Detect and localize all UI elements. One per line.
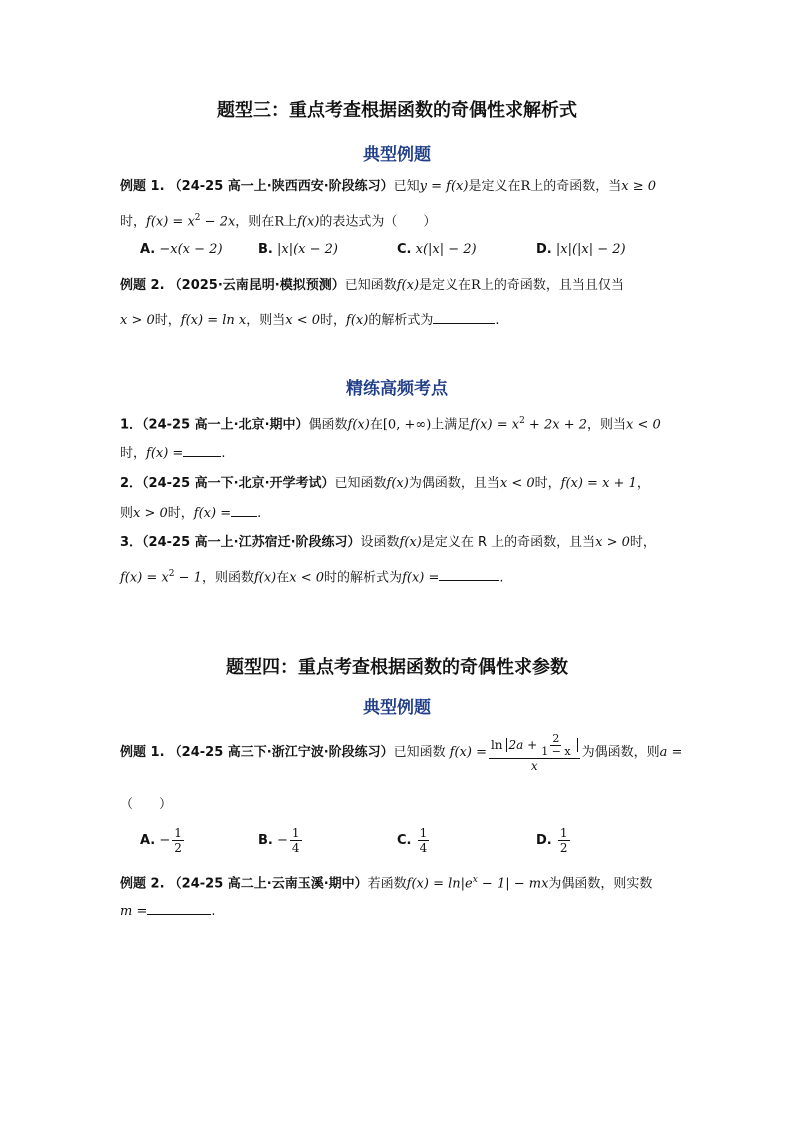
s3-p2-expr: f(x) = x + 1: [560, 476, 637, 491]
s3-ex1-line2: 时，$f(x) = x^2 - 2x$，则在R上f(x)的表达式为（ ）: [120, 213, 437, 230]
option-key: A.: [140, 833, 156, 848]
option-denominator: 2: [559, 841, 568, 855]
answer-blank[interactable]: [231, 503, 257, 517]
inner-numerator: 2: [552, 732, 560, 745]
s3-p3-text: 时的解析式为: [324, 570, 403, 586]
s3-ex1-option-b[interactable]: [258, 242, 338, 257]
option-key: B.: [258, 242, 273, 257]
s3-p1-line2: [120, 443, 225, 464]
section3-typical-heading: 典型例题: [363, 145, 431, 165]
option-sign: −: [159, 833, 171, 848]
s3-ex1-expr: y = f(x): [419, 179, 469, 194]
s4-ex1-option-a[interactable]: [140, 826, 186, 855]
s3-p3-line1: [120, 533, 656, 553]
s3-ex1-expr: − 2x: [200, 214, 236, 230]
option-denominator: 2: [174, 841, 182, 855]
s3-p1-text: 偶函数: [308, 417, 348, 433]
s3-ex2-line2: [120, 310, 499, 331]
s3-ex2-text: 时，: [154, 313, 181, 328]
option-key: C.: [397, 242, 412, 257]
s3-p2-line1: [120, 474, 650, 494]
s3-ex1-expr: f(x) = x: [146, 214, 195, 230]
option-expr: x(|x| − 2): [415, 242, 477, 257]
s3-p1-expr: f(x) =: [146, 446, 184, 461]
s3-p2-text: 时，: [534, 476, 561, 491]
s4-ex2-text: 若函数: [367, 876, 407, 892]
s3-p2-expr: f(x) =: [193, 506, 232, 521]
s3-p3-text: 设函数: [360, 535, 400, 550]
s4-ex2-line2: [120, 901, 216, 922]
option-key: B.: [258, 833, 273, 848]
abs-bars: [506, 732, 578, 758]
s3-p3-text: 时，: [629, 535, 656, 550]
s3-ex1-expr: f(x): [297, 214, 320, 230]
s3-p3-text: 在: [276, 570, 290, 586]
option-key: D.: [536, 833, 552, 848]
s3-ex2-expr: f(x) = ln x: [180, 313, 247, 328]
s3-ex2-line1: [120, 276, 624, 296]
s3-ex1-line1: [120, 177, 656, 197]
s3-p3-text: ，则函数: [201, 570, 254, 586]
section3-title: 题型三：重点考查根据函数的奇偶性求解析式: [217, 100, 577, 121]
s3-p2-text: 为偶函数，且当: [408, 476, 500, 491]
s3-p1-text: 在: [369, 417, 383, 433]
section3-practice-heading: 精练高频考点: [346, 379, 448, 399]
s3-p1-interval: [0, +∞): [382, 417, 432, 433]
s3-ex1-text: 的表达式为（ ）: [319, 214, 437, 230]
s3-p1-expr: f(x) = x: [470, 417, 520, 433]
s3-p1-end: .: [221, 446, 226, 461]
s3-ex2-label: 例题 2.: [120, 278, 165, 293]
option-expr: |x|(|x| − 2): [555, 242, 626, 257]
s4-ex2-line1: 例题 2. （24-25 高二上·云南玉溪·期中）若函数$f(x) = \ln|e^x - 1|$ − mx为偶函数，则实数: [120, 875, 653, 892]
fraction-denominator: x: [530, 759, 538, 773]
answer-blank[interactable]: [439, 567, 499, 581]
s3-p3-expr: f(x): [399, 535, 422, 550]
option-fraction: [418, 826, 430, 855]
s3-ex1-set: R: [274, 214, 285, 230]
s3-ex1-text: 已知: [393, 179, 420, 194]
option-denominator: 4: [419, 841, 428, 855]
s3-ex1-label: 例题 1.: [120, 179, 165, 194]
s4-ex1-text: 为偶函数，则: [581, 745, 660, 760]
s3-ex1-text: ，则在: [235, 214, 275, 230]
s3-p2-line2: [120, 503, 261, 524]
s4-ex2-label: 例题 2.: [120, 876, 165, 892]
option-fraction: [290, 826, 302, 855]
s3-p2-text: ，: [636, 476, 650, 491]
s3-p3-expr: f(x): [253, 570, 277, 586]
s3-ex1-text: 时，: [120, 214, 147, 230]
option-numerator: 1: [291, 826, 300, 840]
s4-ex2-text: 为偶函数，则实数: [548, 876, 653, 892]
s3-ex1-option-d[interactable]: [536, 242, 626, 257]
s3-p2-source: （24-25 高一下·北京·开学考试）: [142, 476, 335, 491]
s4-ex1-expr: f(x) =: [449, 745, 487, 760]
s4-ex1-var: a =: [659, 745, 683, 760]
option-expr: |x|(x − 2): [277, 242, 338, 257]
s4-ex2-var: m =: [120, 904, 148, 919]
option-numerator: 1: [419, 826, 428, 840]
section4-title: 题型四：重点考查根据函数的奇偶性求参数: [226, 657, 568, 678]
s3-ex1-option-c[interactable]: [397, 242, 477, 257]
s4-ex2-end: .: [211, 904, 216, 919]
s3-p1-text: 上满足: [431, 417, 471, 433]
s3-ex2-text: 时，: [320, 313, 347, 328]
s3-ex2-text: 已知函数: [344, 278, 397, 293]
s4-ex1-option-d[interactable]: [536, 826, 572, 855]
s3-p1-expr: + 2x + 2: [524, 417, 587, 433]
s4-ex1-option-c[interactable]: [397, 826, 431, 855]
s3-ex2-text: 上的奇函数，且当且仅当: [480, 278, 624, 293]
s3-ex1-cond: x ≥ 0: [621, 179, 657, 194]
s3-p3-label: 3．: [120, 535, 143, 550]
s3-p3-expr: f(x) =: [402, 570, 440, 586]
s3-ex2-expr: f(x): [346, 313, 369, 328]
s4-ex1-text: 已知函数: [393, 745, 446, 760]
s3-ex2-expr: f(x): [396, 278, 420, 293]
s4-ex2-expr: f(x) = ln|e: [406, 876, 473, 892]
s3-ex1-text: 是定义在: [468, 179, 521, 194]
s3-p1-cond: x < 0: [626, 417, 661, 433]
option-key: A.: [140, 242, 156, 257]
s3-p1-text: ，则当: [587, 417, 627, 433]
s4-ex2-expr: − 1| − mx: [477, 876, 549, 892]
option-key: D.: [536, 242, 552, 257]
s3-ex2-end: .: [495, 313, 500, 328]
s3-ex2-text: 是定义在: [419, 278, 472, 293]
s3-ex2-cond: x < 0: [285, 313, 321, 328]
s3-p1-line1: 1．（24-25 高一上·北京·期中）偶函数f(x)在[0, +∞)上满足$f(x) = x^2 + 2x + 2$，则当x < 0: [120, 416, 661, 433]
s3-p1-source: （24-25 高一上·北京·期中）: [142, 417, 309, 433]
s4-ex1-source: （24-25 高三下·浙江宁波·阶段练习）: [168, 745, 394, 760]
s3-p2-text: 时，: [167, 506, 194, 521]
ln-symbol: ln: [490, 738, 503, 752]
s4-ex2-source: （24-25 高二上·云南玉溪·期中）: [168, 876, 368, 892]
option-key: C.: [397, 833, 412, 848]
s3-p2-expr: f(x): [386, 476, 409, 491]
s3-ex1-text: 上: [284, 214, 298, 230]
inner-denominator: 1 − x: [541, 745, 571, 758]
s3-p3-expr: − 1: [174, 570, 202, 586]
inner-fraction: [539, 733, 572, 758]
option-sign: −: [277, 833, 288, 848]
s3-ex1-source: （24-25 高一上·陕西西安·阶段练习）: [168, 179, 394, 194]
s3-p3-end: .: [499, 570, 504, 586]
s3-ex2-set: R: [471, 278, 481, 293]
s3-p1-text: 时，: [120, 446, 147, 461]
option-numerator: 1: [559, 826, 568, 840]
s3-p2-cond: x < 0: [499, 476, 535, 491]
s3-ex1-text: 上的奇函数，当: [530, 179, 622, 194]
s3-p3-line2: $f(x) = x^2 - 1$，则函数f(x)在x < 0时的解析式为f(x) = .: [120, 569, 504, 586]
s3-ex2-cond: x > 0: [120, 313, 155, 328]
s4-ex1-label: 例题 1.: [120, 745, 165, 760]
s3-p2-text: 则: [120, 506, 134, 521]
option-denominator: 4: [291, 841, 300, 855]
s3-p2-text: 已知函数: [334, 476, 387, 491]
s4-ex1-option-b[interactable]: [258, 826, 304, 855]
s3-ex2-text: ，则当: [246, 313, 286, 328]
section4-typical-heading: 典型例题: [363, 698, 431, 718]
s3-p1-expr: f(x): [347, 417, 370, 433]
s3-p3-text: 是定义在 R 上的奇函数，且当: [421, 535, 596, 550]
answer-blank[interactable]: [147, 901, 211, 915]
s3-p1-label: 1．: [120, 417, 143, 433]
answer-blank[interactable]: [433, 310, 495, 324]
s4-ex1-paren: （ ）: [120, 797, 173, 812]
s3-ex1-option-a[interactable]: [140, 242, 223, 257]
s3-p2-end: .: [257, 506, 262, 521]
s4-ex1-line1: [120, 733, 682, 773]
option-fraction: [558, 826, 570, 855]
s3-ex2-source: （2025·云南昆明·模拟预测）: [168, 278, 345, 293]
answer-blank[interactable]: [183, 443, 221, 457]
s3-ex1-set: R: [520, 179, 531, 194]
s3-p3-cond: x > 0: [595, 535, 630, 550]
inner-expr: 2a +: [508, 738, 538, 752]
fraction-numerator: [489, 733, 580, 759]
option-fraction: [172, 826, 184, 855]
s3-p3-expr: f(x) = x: [120, 570, 169, 586]
s4-ex1-fraction: [489, 733, 580, 773]
s3-ex2-text: 的解析式为: [368, 313, 434, 328]
s3-p3-source: （24-25 高一上·江苏宿迁·阶段练习）: [142, 535, 361, 550]
option-expr: −x(x − 2): [159, 242, 223, 257]
s3-p2-cond: x > 0: [133, 506, 168, 521]
option-numerator: 1: [174, 826, 182, 840]
s3-p2-label: 2．: [120, 476, 143, 491]
s3-p3-cond: x < 0: [289, 570, 325, 586]
